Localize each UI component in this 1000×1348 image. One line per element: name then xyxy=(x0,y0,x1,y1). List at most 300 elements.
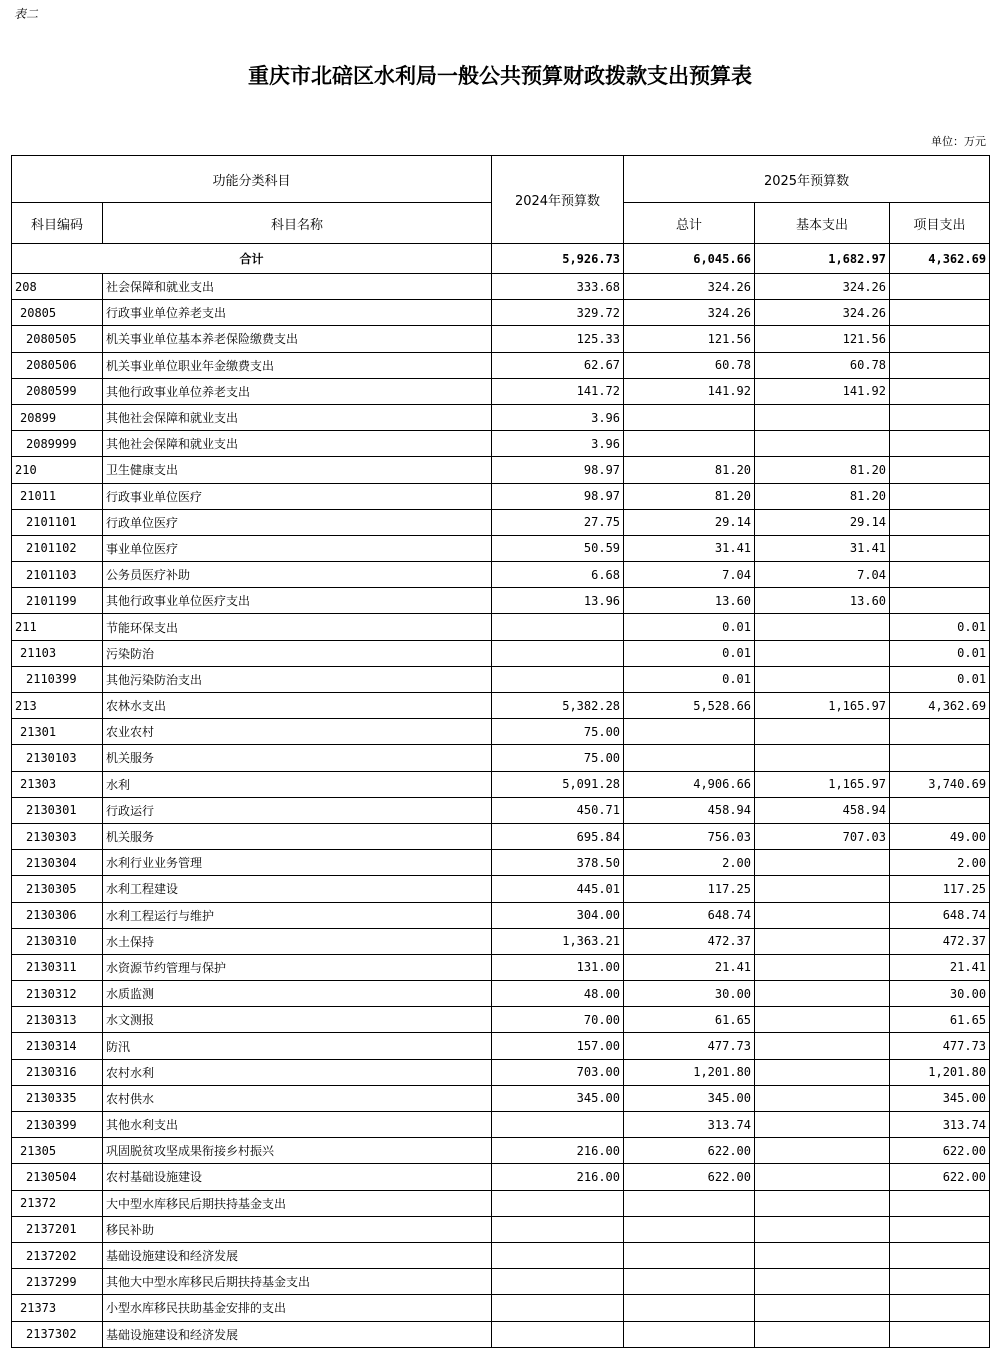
row-total: 5,528.66 xyxy=(624,693,755,719)
row-name: 农村水利 xyxy=(103,1059,492,1085)
row-basic xyxy=(755,404,890,430)
row-name: 机关事业单位基本养老保险缴费支出 xyxy=(103,326,492,352)
header-2025-budget: 2025年预算数 xyxy=(624,156,990,203)
row-basic xyxy=(755,666,890,692)
row-basic: 324.26 xyxy=(755,274,890,300)
row-basic: 1,165.97 xyxy=(755,771,890,797)
row-code: 21011 xyxy=(12,483,103,509)
row-basic xyxy=(755,1007,890,1033)
row-code: 20805 xyxy=(12,300,103,326)
row-basic xyxy=(755,614,890,640)
row-2024-budget: 695.84 xyxy=(492,823,624,849)
row-project xyxy=(890,719,990,745)
table-row xyxy=(12,614,990,640)
row-name: 其他水利支出 xyxy=(103,1112,492,1138)
row-code: 21373 xyxy=(12,1295,103,1321)
row-total: 756.03 xyxy=(624,823,755,849)
row-2024-budget: 378.50 xyxy=(492,850,624,876)
row-code: 2130303 xyxy=(12,823,103,849)
table-row xyxy=(12,771,990,797)
row-2024-budget xyxy=(492,666,624,692)
row-2024-budget xyxy=(492,1269,624,1295)
row-code: 2101199 xyxy=(12,588,103,614)
row-name: 水利 xyxy=(103,771,492,797)
row-total: 81.20 xyxy=(624,483,755,509)
row-name: 其他污染防治支出 xyxy=(103,666,492,692)
row-code: 2130301 xyxy=(12,797,103,823)
row-total: 324.26 xyxy=(624,300,755,326)
table-row xyxy=(12,352,990,378)
row-2024-budget xyxy=(492,1112,624,1138)
row-name: 大中型水库移民后期扶持基金支出 xyxy=(103,1190,492,1216)
table-row xyxy=(12,300,990,326)
row-basic xyxy=(755,431,890,457)
row-name: 农村基础设施建设 xyxy=(103,1164,492,1190)
row-project: 1,201.80 xyxy=(890,1059,990,1085)
row-code: 2137302 xyxy=(12,1321,103,1347)
row-code: 2130311 xyxy=(12,954,103,980)
row-name: 巩固脱贫攻坚成果衔接乡村振兴 xyxy=(103,1138,492,1164)
row-project xyxy=(890,1190,990,1216)
row-name: 卫生健康支出 xyxy=(103,457,492,483)
row-name: 事业单位医疗 xyxy=(103,535,492,561)
header-row-1 xyxy=(12,156,990,203)
row-name: 防汛 xyxy=(103,1033,492,1059)
row-code: 2080599 xyxy=(12,378,103,404)
row-code: 2130305 xyxy=(12,876,103,902)
row-code: 21372 xyxy=(12,1190,103,1216)
row-basic xyxy=(755,1112,890,1138)
row-project: 117.25 xyxy=(890,876,990,902)
row-basic xyxy=(755,876,890,902)
row-code: 2110399 xyxy=(12,666,103,692)
row-2024-budget: 703.00 xyxy=(492,1059,624,1085)
row-2024-budget xyxy=(492,1295,624,1321)
row-code: 2080506 xyxy=(12,352,103,378)
row-2024-budget: 450.71 xyxy=(492,797,624,823)
row-total: 60.78 xyxy=(624,352,755,378)
table-row xyxy=(12,1242,990,1268)
row-basic xyxy=(755,1190,890,1216)
budget-table xyxy=(11,155,990,1348)
row-2024-budget xyxy=(492,1190,624,1216)
table-row xyxy=(12,1138,990,1164)
row-name: 行政事业单位医疗 xyxy=(103,483,492,509)
row-basic xyxy=(755,1295,890,1321)
row-code: 21305 xyxy=(12,1138,103,1164)
row-code: 2101102 xyxy=(12,535,103,561)
row-project xyxy=(890,431,990,457)
row-project xyxy=(890,1242,990,1268)
row-total xyxy=(624,1295,755,1321)
table-row xyxy=(12,666,990,692)
row-project xyxy=(890,326,990,352)
table-row xyxy=(12,693,990,719)
row-total: 313.74 xyxy=(624,1112,755,1138)
header-basic: 基本支出 xyxy=(755,203,890,244)
row-total xyxy=(624,1242,755,1268)
table-row xyxy=(12,902,990,928)
row-total: 0.01 xyxy=(624,614,755,640)
row-2024-budget: 131.00 xyxy=(492,954,624,980)
row-2024-budget: 48.00 xyxy=(492,981,624,1007)
row-name: 其他社会保障和就业支出 xyxy=(103,404,492,430)
row-project: 313.74 xyxy=(890,1112,990,1138)
table-row xyxy=(12,1216,990,1242)
row-basic: 81.20 xyxy=(755,457,890,483)
row-total: 121.56 xyxy=(624,326,755,352)
row-total xyxy=(624,404,755,430)
table-row xyxy=(12,1033,990,1059)
header-name: 科目名称 xyxy=(103,203,492,244)
row-total: 7.04 xyxy=(624,562,755,588)
table-row xyxy=(12,640,990,666)
total-total: 6,045.66 xyxy=(624,244,755,274)
row-code: 2137299 xyxy=(12,1269,103,1295)
row-name: 水利工程建设 xyxy=(103,876,492,902)
row-project: 472.37 xyxy=(890,928,990,954)
header-project: 项目支出 xyxy=(890,203,990,244)
row-project xyxy=(890,1321,990,1347)
row-code: 2130314 xyxy=(12,1033,103,1059)
row-project xyxy=(890,483,990,509)
table-body xyxy=(12,244,990,1348)
row-total xyxy=(624,1216,755,1242)
table-row xyxy=(12,876,990,902)
row-name: 水文测报 xyxy=(103,1007,492,1033)
row-code: 21303 xyxy=(12,771,103,797)
row-total: 29.14 xyxy=(624,509,755,535)
row-project: 21.41 xyxy=(890,954,990,980)
row-2024-budget: 157.00 xyxy=(492,1033,624,1059)
total-basic: 1,682.97 xyxy=(755,244,890,274)
row-project xyxy=(890,300,990,326)
row-code: 2137202 xyxy=(12,1242,103,1268)
row-project xyxy=(890,535,990,561)
document-title: 重庆市北碚区水利局一般公共预算财政拨款支出预算表 xyxy=(248,63,752,88)
table-row xyxy=(12,431,990,457)
row-project: 2.00 xyxy=(890,850,990,876)
table-row xyxy=(12,1164,990,1190)
table-row xyxy=(12,1190,990,1216)
row-name: 其他行政事业单位养老支出 xyxy=(103,378,492,404)
row-project xyxy=(890,404,990,430)
row-total: 622.00 xyxy=(624,1138,755,1164)
row-2024-budget: 5,091.28 xyxy=(492,771,624,797)
table-row xyxy=(12,850,990,876)
row-2024-budget: 216.00 xyxy=(492,1164,624,1190)
row-total xyxy=(624,1190,755,1216)
row-basic: 324.26 xyxy=(755,300,890,326)
row-name: 农林水支出 xyxy=(103,693,492,719)
row-name: 水土保持 xyxy=(103,928,492,954)
table-label: 表二 xyxy=(14,7,39,21)
row-basic: 141.92 xyxy=(755,378,890,404)
row-basic: 60.78 xyxy=(755,352,890,378)
table-row xyxy=(12,981,990,1007)
row-project: 648.74 xyxy=(890,902,990,928)
row-2024-budget: 141.72 xyxy=(492,378,624,404)
row-basic: 121.56 xyxy=(755,326,890,352)
total-label: 合计 xyxy=(12,244,492,274)
row-total: 117.25 xyxy=(624,876,755,902)
row-2024-budget: 50.59 xyxy=(492,535,624,561)
row-name: 机关事业单位职业年金缴费支出 xyxy=(103,352,492,378)
row-2024-budget: 445.01 xyxy=(492,876,624,902)
table-row xyxy=(12,535,990,561)
row-total: 4,906.66 xyxy=(624,771,755,797)
row-total: 458.94 xyxy=(624,797,755,823)
row-name: 行政运行 xyxy=(103,797,492,823)
row-basic xyxy=(755,981,890,1007)
row-code: 2130504 xyxy=(12,1164,103,1190)
row-basic: 13.60 xyxy=(755,588,890,614)
row-total: 622.00 xyxy=(624,1164,755,1190)
row-basic xyxy=(755,1216,890,1242)
total-row xyxy=(12,244,990,274)
row-2024-budget: 1,363.21 xyxy=(492,928,624,954)
row-code: 2130313 xyxy=(12,1007,103,1033)
row-2024-budget xyxy=(492,1216,624,1242)
row-total: 648.74 xyxy=(624,902,755,928)
row-total: 477.73 xyxy=(624,1033,755,1059)
row-basic xyxy=(755,1321,890,1347)
table-row xyxy=(12,404,990,430)
row-name: 水利行业业务管理 xyxy=(103,850,492,876)
row-project xyxy=(890,797,990,823)
row-2024-budget: 98.97 xyxy=(492,457,624,483)
row-code: 2130103 xyxy=(12,745,103,771)
table-row xyxy=(12,274,990,300)
row-project: 622.00 xyxy=(890,1164,990,1190)
row-2024-budget: 13.96 xyxy=(492,588,624,614)
table-row xyxy=(12,562,990,588)
row-basic xyxy=(755,745,890,771)
row-project xyxy=(890,378,990,404)
table-row xyxy=(12,483,990,509)
row-basic: 29.14 xyxy=(755,509,890,535)
row-code: 211 xyxy=(12,614,103,640)
row-name: 水质监测 xyxy=(103,981,492,1007)
row-project xyxy=(890,457,990,483)
row-basic xyxy=(755,640,890,666)
row-project: 477.73 xyxy=(890,1033,990,1059)
row-name: 节能环保支出 xyxy=(103,614,492,640)
table-row xyxy=(12,954,990,980)
row-total xyxy=(624,719,755,745)
row-total: 81.20 xyxy=(624,457,755,483)
row-basic xyxy=(755,902,890,928)
header-total: 总计 xyxy=(624,203,755,244)
row-name: 基础设施建设和经济发展 xyxy=(103,1321,492,1347)
row-basic xyxy=(755,1059,890,1085)
table-row xyxy=(12,326,990,352)
row-basic xyxy=(755,850,890,876)
table-row xyxy=(12,797,990,823)
row-basic xyxy=(755,1138,890,1164)
row-basic: 31.41 xyxy=(755,535,890,561)
row-name: 社会保障和就业支出 xyxy=(103,274,492,300)
row-code: 2130306 xyxy=(12,902,103,928)
row-2024-budget: 62.67 xyxy=(492,352,624,378)
row-code: 2089999 xyxy=(12,431,103,457)
row-project: 345.00 xyxy=(890,1085,990,1111)
table-row xyxy=(12,1269,990,1295)
table-row xyxy=(12,1007,990,1033)
table-row xyxy=(12,509,990,535)
row-name: 农业农村 xyxy=(103,719,492,745)
row-total: 0.01 xyxy=(624,666,755,692)
row-basic: 7.04 xyxy=(755,562,890,588)
row-total: 0.01 xyxy=(624,640,755,666)
row-code: 2130310 xyxy=(12,928,103,954)
row-project: 0.01 xyxy=(890,640,990,666)
row-project: 30.00 xyxy=(890,981,990,1007)
row-total: 21.41 xyxy=(624,954,755,980)
table-row xyxy=(12,588,990,614)
row-project: 0.01 xyxy=(890,614,990,640)
row-code: 2101101 xyxy=(12,509,103,535)
row-project: 0.01 xyxy=(890,666,990,692)
row-name: 其他行政事业单位医疗支出 xyxy=(103,588,492,614)
row-2024-budget xyxy=(492,640,624,666)
row-code: 20899 xyxy=(12,404,103,430)
row-total: 13.60 xyxy=(624,588,755,614)
row-2024-budget: 6.68 xyxy=(492,562,624,588)
table-row xyxy=(12,457,990,483)
row-code: 21301 xyxy=(12,719,103,745)
row-code: 2130312 xyxy=(12,981,103,1007)
row-name: 水资源节约管理与保护 xyxy=(103,954,492,980)
row-2024-budget: 345.00 xyxy=(492,1085,624,1111)
row-name: 机关服务 xyxy=(103,823,492,849)
row-project: 622.00 xyxy=(890,1138,990,1164)
row-total: 472.37 xyxy=(624,928,755,954)
row-2024-budget: 3.96 xyxy=(492,431,624,457)
row-name: 水利工程运行与维护 xyxy=(103,902,492,928)
row-2024-budget: 75.00 xyxy=(492,745,624,771)
row-code: 208 xyxy=(12,274,103,300)
row-total: 30.00 xyxy=(624,981,755,1007)
row-basic: 1,165.97 xyxy=(755,693,890,719)
row-2024-budget: 329.72 xyxy=(492,300,624,326)
row-2024-budget: 5,382.28 xyxy=(492,693,624,719)
header-function-classification: 功能分类科目 xyxy=(12,156,492,203)
row-2024-budget: 216.00 xyxy=(492,1138,624,1164)
row-2024-budget xyxy=(492,1321,624,1347)
row-name: 机关服务 xyxy=(103,745,492,771)
row-project: 3,740.69 xyxy=(890,771,990,797)
row-2024-budget: 75.00 xyxy=(492,719,624,745)
table-row xyxy=(12,1295,990,1321)
row-name: 其他社会保障和就业支出 xyxy=(103,431,492,457)
total-project: 4,362.69 xyxy=(890,244,990,274)
row-code: 2130304 xyxy=(12,850,103,876)
row-project: 49.00 xyxy=(890,823,990,849)
row-code: 2130316 xyxy=(12,1059,103,1085)
row-total: 2.00 xyxy=(624,850,755,876)
row-code: 21103 xyxy=(12,640,103,666)
row-basic xyxy=(755,954,890,980)
row-2024-budget: 3.96 xyxy=(492,404,624,430)
row-basic xyxy=(755,1033,890,1059)
row-project xyxy=(890,1295,990,1321)
row-code: 213 xyxy=(12,693,103,719)
header-code: 科目编码 xyxy=(12,203,103,244)
row-project xyxy=(890,745,990,771)
row-total: 61.65 xyxy=(624,1007,755,1033)
row-project: 4,362.69 xyxy=(890,693,990,719)
table-row xyxy=(12,745,990,771)
row-basic xyxy=(755,1242,890,1268)
row-2024-budget xyxy=(492,614,624,640)
row-2024-budget: 125.33 xyxy=(492,326,624,352)
row-name: 基础设施建设和经济发展 xyxy=(103,1242,492,1268)
row-name: 小型水库移民扶助基金安排的支出 xyxy=(103,1295,492,1321)
unit-label: 单位：万元 xyxy=(931,135,986,148)
row-code: 2101103 xyxy=(12,562,103,588)
row-name: 行政事业单位养老支出 xyxy=(103,300,492,326)
row-name: 移民补助 xyxy=(103,1216,492,1242)
row-2024-budget: 27.75 xyxy=(492,509,624,535)
row-basic: 707.03 xyxy=(755,823,890,849)
row-basic xyxy=(755,1269,890,1295)
row-code: 2080505 xyxy=(12,326,103,352)
row-2024-budget: 333.68 xyxy=(492,274,624,300)
row-project xyxy=(890,274,990,300)
row-basic: 81.20 xyxy=(755,483,890,509)
row-total: 1,201.80 xyxy=(624,1059,755,1085)
row-total: 324.26 xyxy=(624,274,755,300)
table-row xyxy=(12,1085,990,1111)
row-total xyxy=(624,1321,755,1347)
row-total: 31.41 xyxy=(624,535,755,561)
row-total: 141.92 xyxy=(624,378,755,404)
row-project: 61.65 xyxy=(890,1007,990,1033)
row-2024-budget: 304.00 xyxy=(492,902,624,928)
row-basic xyxy=(755,1164,890,1190)
row-name: 其他大中型水库移民后期扶持基金支出 xyxy=(103,1269,492,1295)
table-row xyxy=(12,928,990,954)
row-project xyxy=(890,588,990,614)
row-code: 210 xyxy=(12,457,103,483)
row-name: 污染防治 xyxy=(103,640,492,666)
row-name: 农村供水 xyxy=(103,1085,492,1111)
row-basic xyxy=(755,928,890,954)
row-total xyxy=(624,1269,755,1295)
row-project xyxy=(890,509,990,535)
table-row xyxy=(12,823,990,849)
table-row xyxy=(12,1059,990,1085)
row-code: 2130335 xyxy=(12,1085,103,1111)
table-row xyxy=(12,378,990,404)
row-total xyxy=(624,431,755,457)
row-2024-budget xyxy=(492,1242,624,1268)
total-2024: 5,926.73 xyxy=(492,244,624,274)
row-project xyxy=(890,352,990,378)
row-total: 345.00 xyxy=(624,1085,755,1111)
row-2024-budget: 70.00 xyxy=(492,1007,624,1033)
table-row xyxy=(12,1112,990,1138)
header-2024-budget: 2024年预算数 xyxy=(492,156,624,244)
row-project xyxy=(890,1216,990,1242)
row-basic: 458.94 xyxy=(755,797,890,823)
row-total xyxy=(624,745,755,771)
row-2024-budget: 98.97 xyxy=(492,483,624,509)
table-row xyxy=(12,1321,990,1347)
row-name: 公务员医疗补助 xyxy=(103,562,492,588)
row-basic xyxy=(755,1085,890,1111)
